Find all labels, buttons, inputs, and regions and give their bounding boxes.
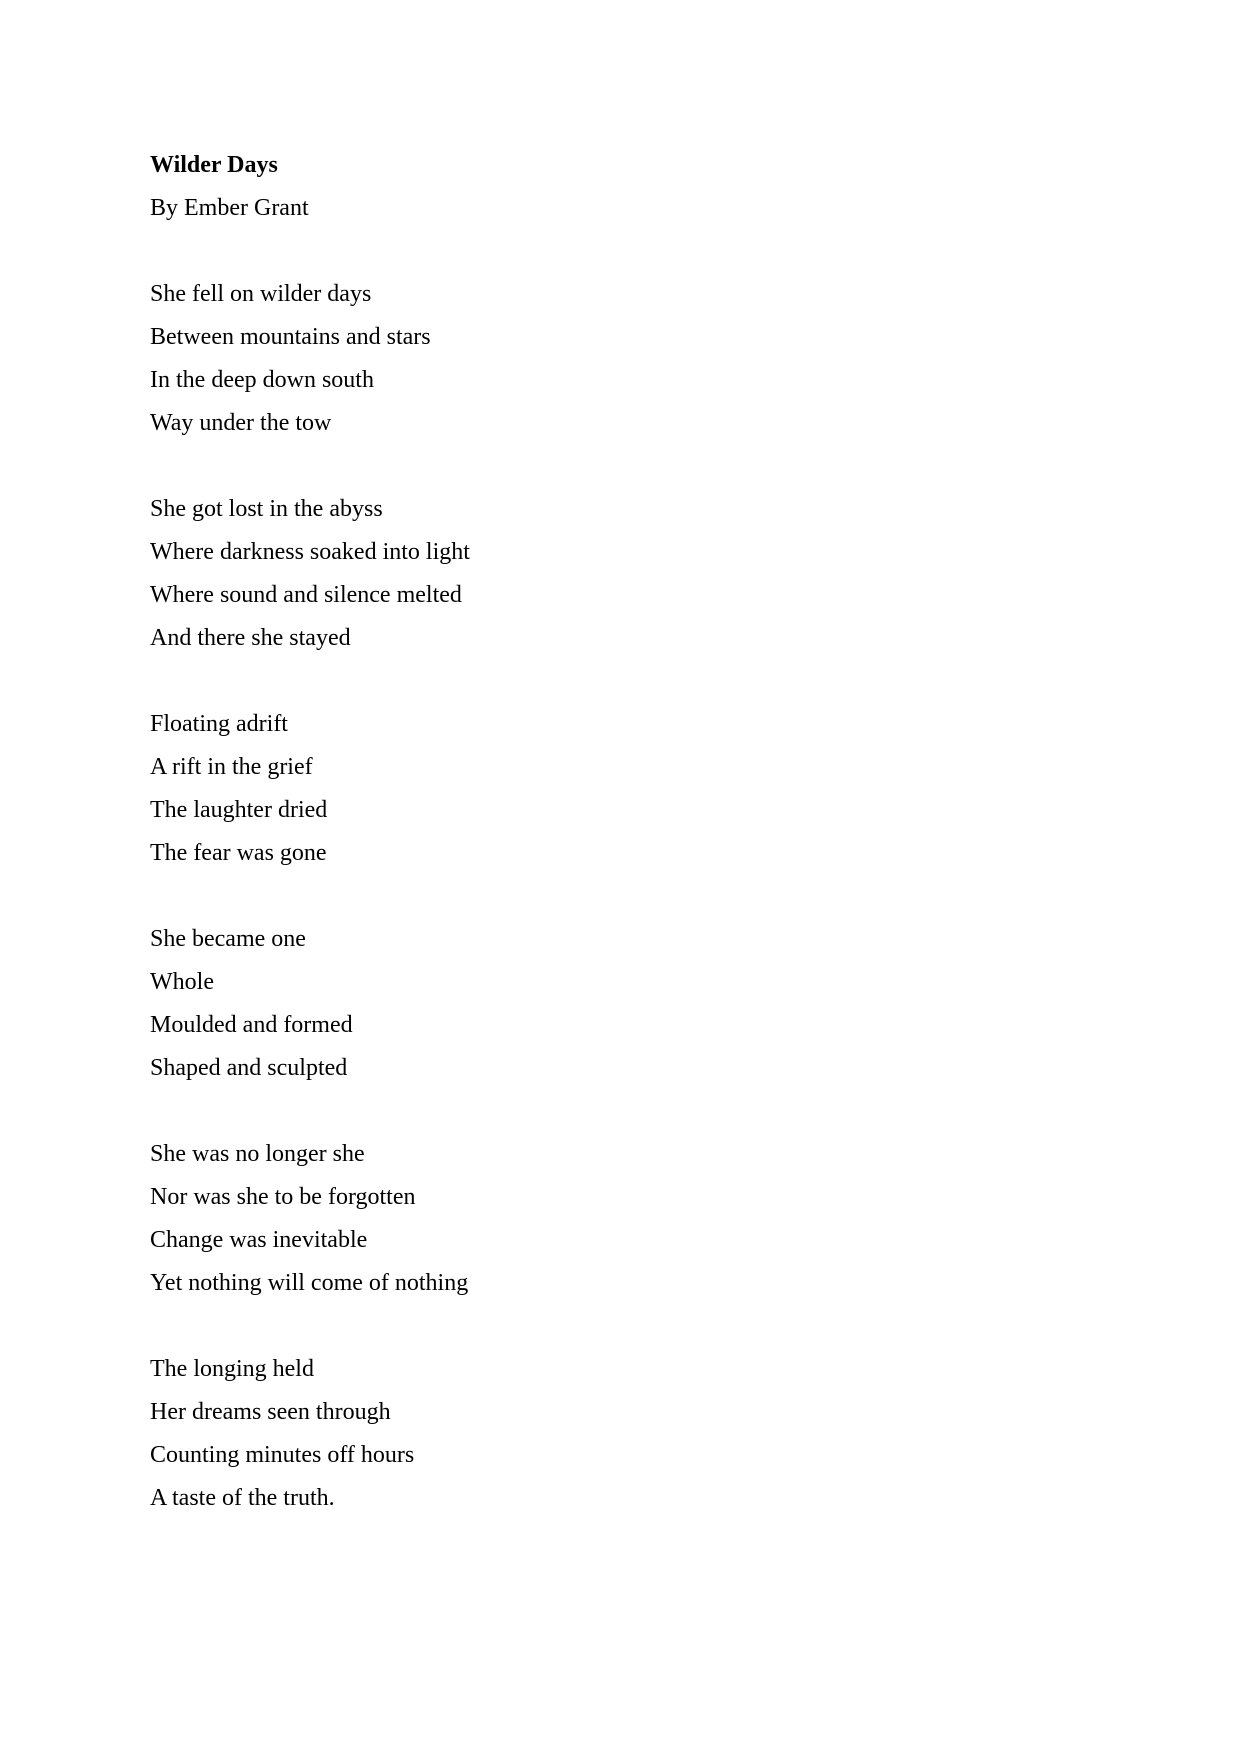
poem-line: A taste of the truth. [150, 1485, 335, 1511]
stanza-2 [150, 488, 1050, 660]
poem-line: Counting minutes off hours [150, 1442, 415, 1468]
stanza-3 [150, 703, 1050, 875]
poem-line: The longing held [150, 1356, 314, 1382]
spacer [150, 1305, 1050, 1348]
poem-byline: By Ember Grant [150, 195, 309, 221]
poem-line: And there she stayed [150, 625, 351, 651]
poem-line: Her dreams seen through [150, 1399, 391, 1425]
spacer [150, 875, 1050, 918]
poem-line: Nor was she to be forgotten [150, 1184, 416, 1210]
poem-line: She got lost in the abyss [150, 496, 383, 522]
poem-line: Change was inevitable [150, 1227, 368, 1253]
poem-line: She became one [150, 926, 306, 952]
poem-line: The laughter dried [150, 797, 328, 823]
poem-line: Where darkness soaked into light [150, 539, 470, 565]
poem-line: The fear was gone [150, 840, 327, 866]
poem-line: Whole [150, 969, 214, 995]
poem-line: Moulded and formed [150, 1012, 353, 1038]
poem-line: A rift in the grief [150, 754, 313, 780]
spacer [150, 1090, 1050, 1133]
poem-line: Where sound and silence melted [150, 582, 462, 608]
poem-line: She fell on wilder days [150, 281, 372, 307]
poem-line: She was no longer she [150, 1141, 365, 1167]
poem-line: In the deep down south [150, 367, 374, 393]
stanza-5 [150, 1133, 1050, 1305]
spacer [150, 230, 1050, 273]
stanza-4 [150, 918, 1050, 1090]
poem-line: Between mountains and stars [150, 324, 431, 350]
spacer [150, 660, 1050, 703]
spacer [150, 445, 1050, 488]
poem-line: Floating adrift [150, 711, 288, 737]
poem [150, 144, 1050, 1520]
poem-line: Way under the tow [150, 410, 332, 436]
poem-title: Wilder Days [150, 152, 278, 178]
stanza-6 [150, 1348, 1050, 1520]
poem-line: Yet nothing will come of nothing [150, 1270, 469, 1296]
stanza-1 [150, 273, 1050, 445]
poem-line: Shaped and sculpted [150, 1055, 348, 1081]
